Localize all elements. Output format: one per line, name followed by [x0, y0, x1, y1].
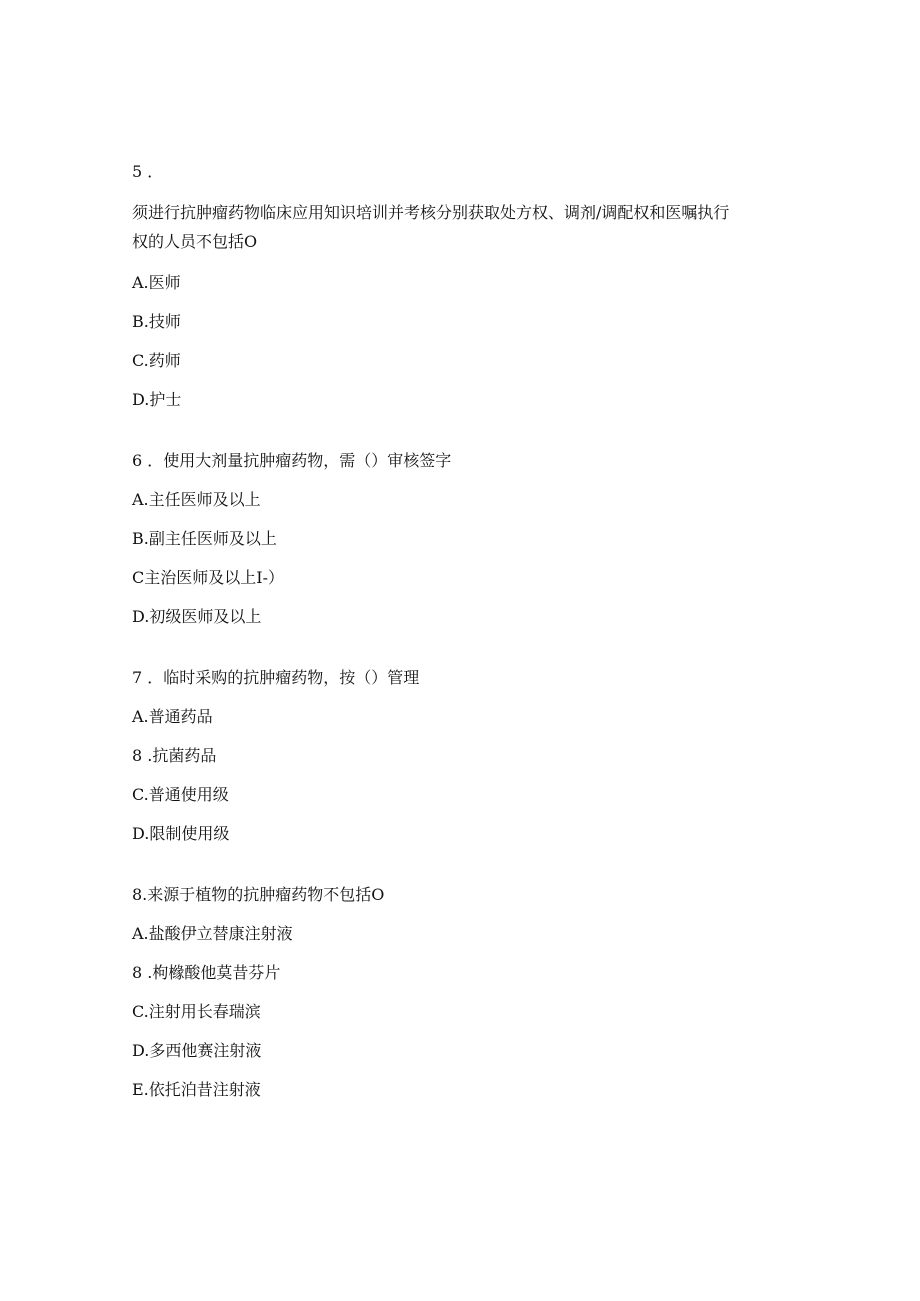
option-d: D.限制使用级 [132, 824, 230, 843]
question-stem-line: 8.来源于植物的抗肿瘤药物不包括O [132, 885, 385, 904]
option-b: B.副主任医师及以上 [132, 529, 277, 548]
question-stem-line: 6 ．使用大剂量抗肿瘤药物，需（）审核签字 [132, 451, 452, 470]
question-stem-line: 须进行抗肿瘤药物临床应用知识培训并考核分别获取处方权、调剂/调配权和医嘱执行 [132, 203, 730, 222]
option-b: 8 .枸橼酸他莫昔芬片 [132, 963, 281, 982]
option-a: A.医师 [132, 273, 181, 292]
option-d: D.护士 [132, 390, 182, 409]
option-c: C主治医师及以上I-） [132, 568, 284, 587]
question-stem-line: 权的人员不包括O [132, 232, 258, 251]
option-d: D.多西他赛注射液 [132, 1041, 262, 1060]
question-stem-line: 7 ．临时采购的抗肿瘤药物，按（）管理 [132, 668, 420, 687]
question-number: 5 ． [132, 162, 164, 181]
option-c: C.普通使用级 [132, 785, 229, 804]
option-c: C.药师 [132, 351, 181, 370]
option-b: 8 .抗菌药品 [132, 746, 217, 765]
option-c: C.注射用长春瑞滨 [132, 1002, 261, 1021]
option-a: A.盐酸伊立替康注射液 [132, 924, 293, 943]
option-e: E.依托泊昔注射液 [132, 1080, 261, 1099]
option-d: D.初级医师及以上 [132, 607, 262, 626]
option-a: A.普通药品 [132, 707, 213, 726]
option-b: B.技师 [132, 312, 181, 331]
option-a: A.主任医师及以上 [132, 490, 261, 509]
